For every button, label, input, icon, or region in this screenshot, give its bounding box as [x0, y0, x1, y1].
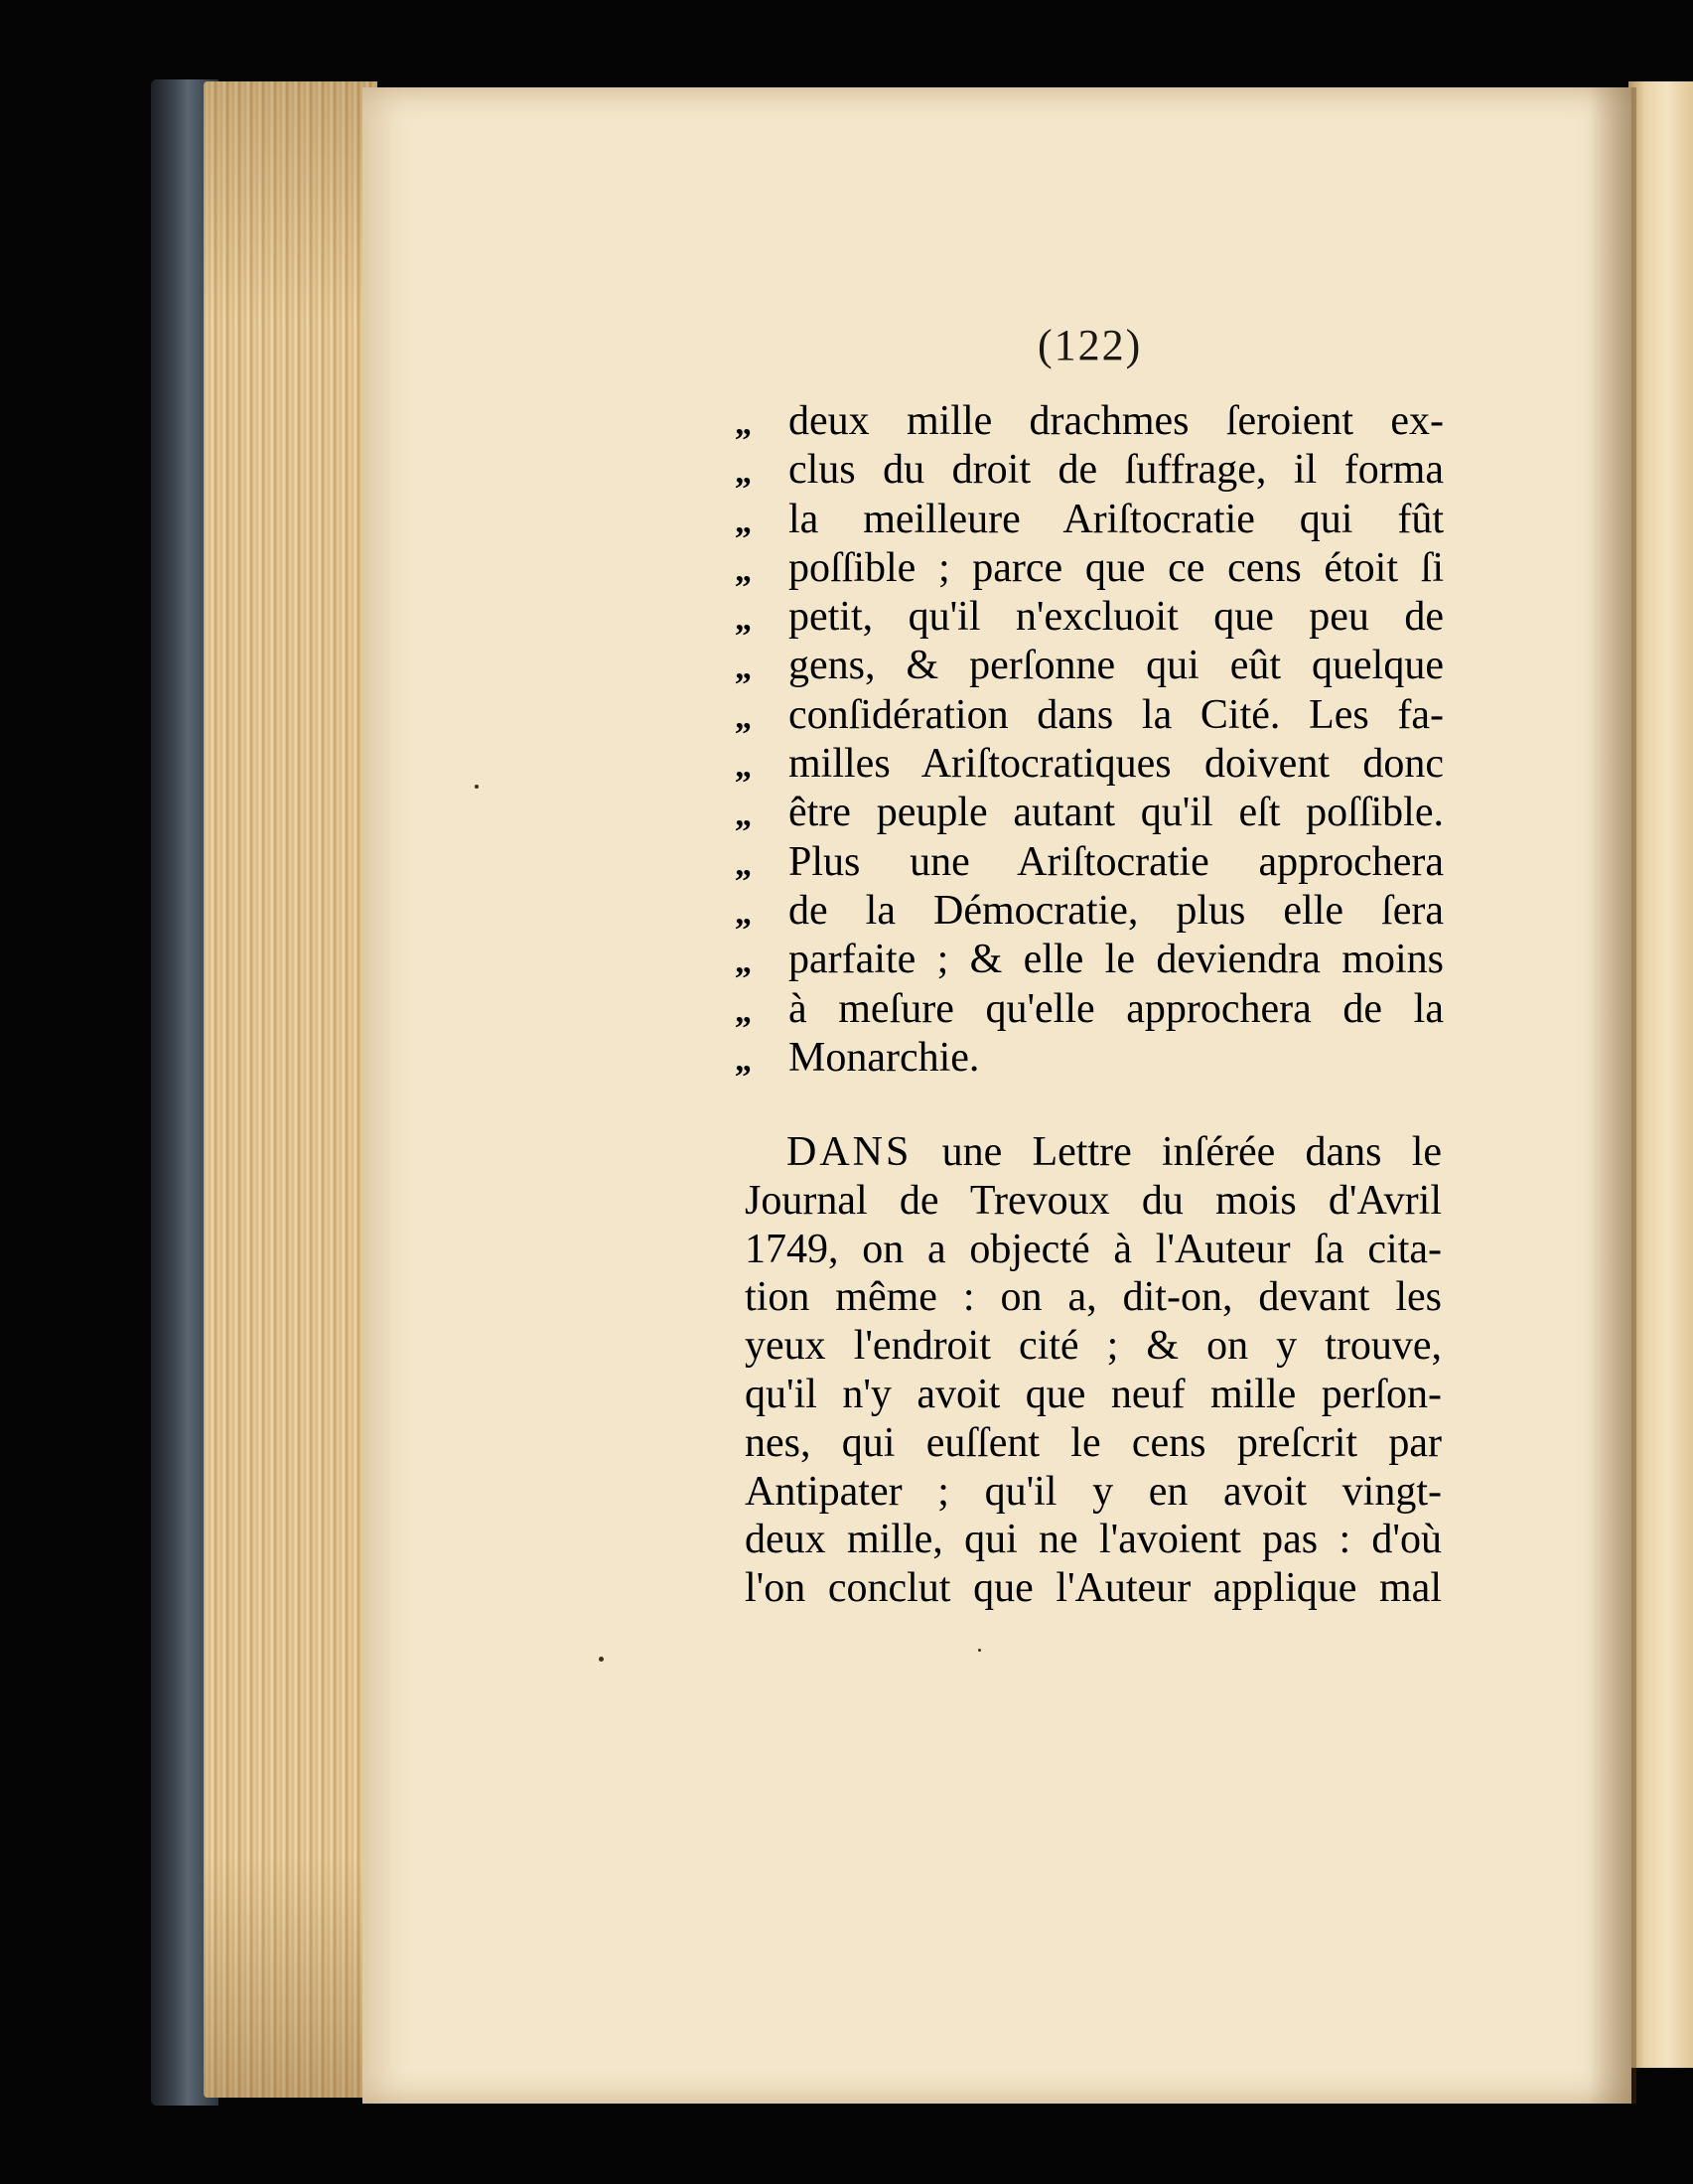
quote-line-text: Monarchie.: [788, 1034, 980, 1081]
quote-line-text: être peuple autant qu'il eſt poſſible.: [788, 790, 1444, 836]
quote-line-text: milles Ariſtocratiques doivent donc: [788, 741, 1444, 788]
quote-mark: „: [735, 894, 752, 932]
gutter-shadow: [1589, 87, 1636, 2104]
quote-mark: „: [735, 845, 752, 883]
paragraph-line: Journal de Trevoux du mois d'Avril: [745, 1177, 1442, 1224]
paper-speck: [978, 1649, 981, 1652]
quote-line-text: parfaite ; & elle le deviendra moins: [788, 937, 1444, 983]
quote-line-text: à meſure qu'elle approchera de la: [788, 985, 1444, 1032]
quote-line: [735, 936, 1444, 984]
quote-line-text: deux mille drachmes ſeroient ex-: [788, 398, 1444, 444]
quote-mark: „: [735, 551, 752, 589]
quote-line: [735, 544, 1444, 593]
paragraph-line: yeux l'endroit cité ; & on y trouve,: [745, 1323, 1442, 1370]
quote-mark: „: [735, 748, 752, 786]
paragraph-line: l'on conclut que l'Auteur applique mal: [745, 1565, 1442, 1612]
paper-speck: [599, 1657, 604, 1662]
quote-line-text: poſſible ; parce que ce cens étoit ſi: [788, 544, 1444, 591]
quote-line: [735, 691, 1444, 740]
quote-line-text: gens, & perſonne qui eût quelque: [788, 643, 1444, 689]
paragraph-line: nes, qui euſſent le cens preſcrit par: [745, 1419, 1442, 1466]
book-page: [362, 87, 1631, 2104]
quote-line: [735, 496, 1444, 544]
quote-mark: „: [735, 503, 752, 540]
facing-page-edge: [1628, 81, 1693, 2068]
quote-line: [735, 446, 1444, 495]
paragraph-lead-word: DANS: [786, 1129, 913, 1175]
quote-line-text: Plus une Ariſtocratie approchera: [788, 838, 1444, 885]
paragraph-line: Antipater ; qu'il y en avoit vingt-: [745, 1468, 1442, 1515]
paragraph-line: tion même : on a, dit-on, devant les: [745, 1274, 1442, 1321]
page-stack-shade: [204, 81, 377, 2098]
paragraph-line: deux mille, qui ne l'avoient pas : d'où: [745, 1517, 1442, 1563]
quote-mark: „: [735, 797, 752, 834]
quote-line-text: clus du droit de ſuffrage, il forma: [788, 447, 1444, 494]
quote-line: [735, 789, 1444, 837]
paragraph-first-line-text: une Lettre inſérée dans le: [941, 1129, 1443, 1175]
quote-line-text: de la Démocratie, plus elle ſera: [788, 887, 1444, 934]
quote-line: [735, 838, 1444, 887]
quote-line: [735, 985, 1444, 1034]
quote-mark: „: [735, 992, 752, 1030]
quote-line-text: petit, qu'il n'excluoit que peu de: [788, 594, 1444, 641]
quote-line: [735, 593, 1444, 642]
quote-line: [735, 887, 1444, 936]
paragraph-line: 1749, on a objecté à l'Auteur ſa cita-: [745, 1226, 1442, 1272]
quote-line-text: la meilleure Ariſtocratie qui fût: [788, 496, 1444, 542]
paragraph: [745, 1128, 1442, 1613]
quote-line: [735, 397, 1444, 446]
paper-speck: [475, 785, 479, 789]
quote-mark: „: [735, 698, 752, 736]
quote-line: [735, 642, 1444, 690]
quote-line: [735, 740, 1444, 789]
quote-mark: „: [735, 650, 752, 687]
quote-mark: „: [735, 454, 752, 492]
page-number: (122): [1038, 321, 1143, 369]
paragraph-lines: [745, 1177, 1442, 1613]
quote-line-text: conſidération dans la Cité. Les fa-: [788, 691, 1444, 738]
quote-mark: „: [735, 1041, 752, 1079]
quote-line: [735, 1034, 1444, 1083]
paragraph-first-line: [745, 1128, 1442, 1177]
quote-mark: „: [735, 944, 752, 981]
quote-mark: „: [735, 601, 752, 639]
paragraph-line: qu'il n'y avoit que neuf mille perſon-: [745, 1371, 1442, 1417]
quote-mark: „: [735, 405, 752, 442]
quotation-block: [735, 397, 1444, 1083]
